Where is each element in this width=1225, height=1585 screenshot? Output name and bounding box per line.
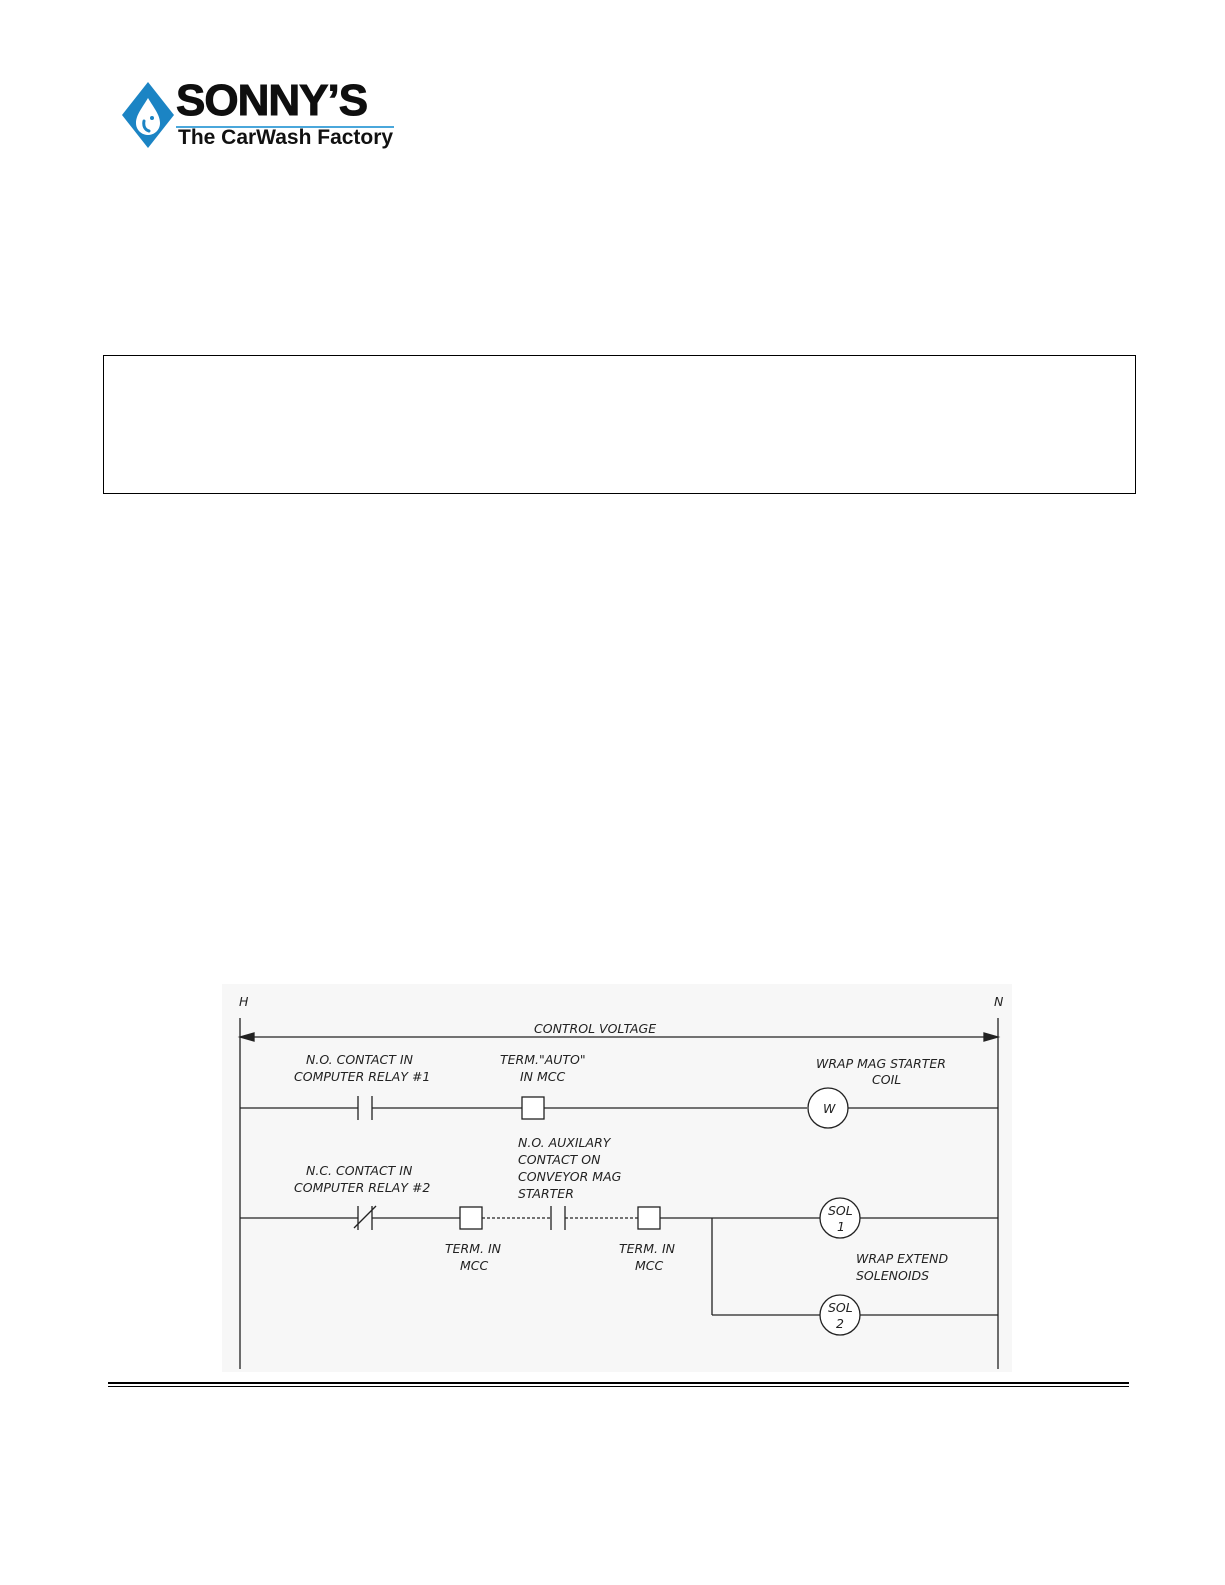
term-auto-label-2: IN MCC — [520, 1069, 566, 1084]
footer-rule — [108, 1382, 1129, 1384]
sol-1-label-2: 1 — [837, 1219, 845, 1234]
contact-1-label-1: N.O. CONTACT IN — [306, 1052, 413, 1067]
term-1-label-2: MCC — [460, 1258, 489, 1273]
contact-2-label-1: N.C. CONTACT IN — [306, 1163, 413, 1178]
aux-label-1: N.O. AUXILARY — [518, 1135, 611, 1150]
term-2-label-1: TERM. IN — [619, 1241, 675, 1256]
sol-group-label-1: WRAP EXTEND — [856, 1251, 949, 1266]
sol-group-label-2: SOLENOIDS — [856, 1268, 930, 1283]
aux-label-4: STARTER — [518, 1186, 574, 1201]
span-label: CONTROL VOLTAGE — [534, 1021, 657, 1036]
span-arrow-right — [984, 1033, 998, 1041]
ladder-diagram — [222, 984, 1012, 1372]
contact-1-label-2: COMPUTER RELAY #1 — [294, 1069, 431, 1084]
rail-h-label: H — [239, 994, 249, 1009]
sol-2-label-2: 2 — [836, 1316, 844, 1331]
aux-label-3: CONVEYOR MAG — [518, 1169, 622, 1184]
logo-wordmark: SONNY’S — [176, 76, 368, 125]
term-box-2 — [638, 1207, 660, 1229]
coil-label-2: COIL — [872, 1072, 902, 1087]
empty-bordered-box — [103, 355, 1136, 494]
sol-2-label-1: SOL — [828, 1300, 853, 1315]
nc-contact-2-slash — [354, 1206, 376, 1228]
term-1-label-1: TERM. IN — [445, 1241, 501, 1256]
term-box-1 — [460, 1207, 482, 1229]
span-arrow-left — [240, 1033, 254, 1041]
water-drop-icon — [122, 82, 174, 148]
term-auto-box — [522, 1097, 544, 1119]
term-2-label-2: MCC — [635, 1258, 664, 1273]
contact-2-label-2: COMPUTER RELAY #2 — [294, 1180, 431, 1195]
footer-rule-secondary — [108, 1386, 1129, 1387]
term-auto-label-1: TERM."AUTO" — [500, 1052, 586, 1067]
aux-label-2: CONTACT ON — [518, 1152, 601, 1167]
sonnys-logo — [122, 76, 394, 152]
coil-label-1: WRAP MAG STARTER — [816, 1056, 946, 1071]
rail-n-label: N — [994, 994, 1004, 1009]
coil-symbol: W — [823, 1101, 836, 1116]
logo-tagline: The CarWash Factory — [178, 126, 394, 149]
sol-1-label-1: SOL — [828, 1203, 853, 1218]
